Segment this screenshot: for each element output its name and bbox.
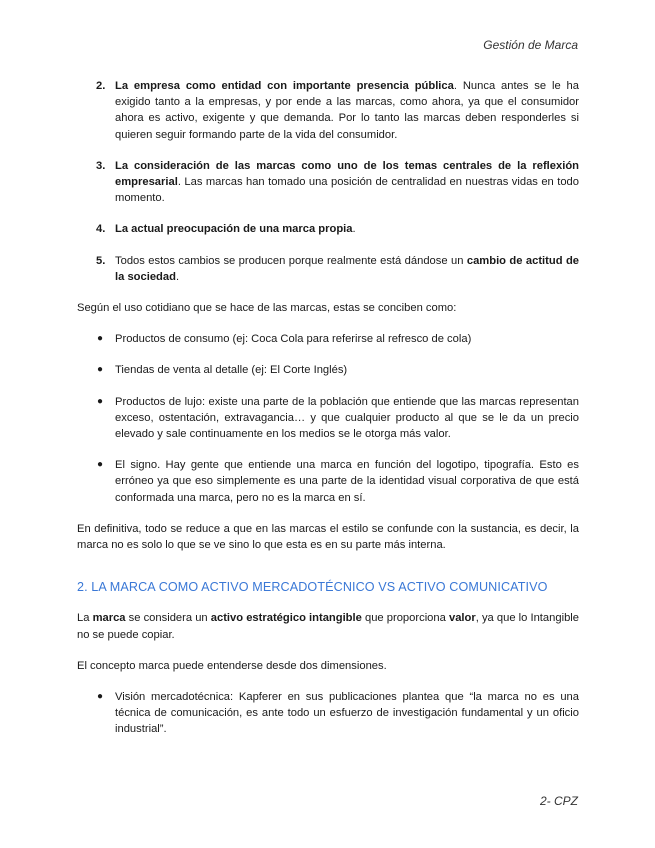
numbered-list xyxy=(77,78,579,285)
item-bold-text: La consideración de las marcas como uno de los temas centrales de la reflexión empresarial xyxy=(115,159,579,189)
list-item xyxy=(77,253,579,285)
item-bold-text: La actual preocupación de una marca propia xyxy=(115,223,353,236)
list-item: ● Visión mercadotécnica: Kapferer en sus publicaciones plantea que “la marca no es una técnica de comunicación, es ante todo un esfuerzo de investigación fundamental y un oficio industrial”. xyxy=(97,691,579,736)
item-text: . xyxy=(175,270,180,283)
list-item xyxy=(77,221,579,237)
bullet-icon: ● xyxy=(97,395,104,407)
item-text: . Las marcas han tomado una posición de centralidad en nuestras vidas en todo momento. xyxy=(115,176,579,205)
item-text-pre: Todos estos cambios se producen porque realmente está dándose un xyxy=(115,254,467,267)
list-item: ● Productos de lujo: existe una parte de la población que entiende que las marcas representan exceso, ostentación, extravagancia… y que cualquier producto al que se le da un precio elevado y sale continuamente en los medios se le otorga más valor. xyxy=(97,395,579,441)
item-bold-text: La empresa como entidad con importante presencia pública xyxy=(115,80,454,92)
list-item xyxy=(77,78,579,143)
bullet-icon: ● xyxy=(97,364,104,376)
bullet-list-uses xyxy=(77,331,579,506)
item-bold-text: cambio de actitud de la sociedad xyxy=(115,254,579,283)
item-text: . xyxy=(352,223,356,236)
page-content xyxy=(77,78,579,738)
list-item: ● Productos de consumo (ej: Coca Cola para referirse al refresco de cola) xyxy=(77,331,579,347)
page-footer: 2- CPZ xyxy=(539,794,578,808)
item-number: 5. xyxy=(96,254,106,267)
bullet-icon: ● xyxy=(97,333,104,345)
item-number: 4. xyxy=(96,223,106,236)
asset-paragraph: La marca se considera un activo estratégico intangible que proporciona valor, ya que lo Intangible no se puede copiar. xyxy=(77,612,579,641)
list-item: ● El signo. Hay gente que entiende una marca en función del logotipo, tipografía. Esto es erróneo ya que eso simplemente es una parte de la identidad visual corporativa de que está conformada una marca, pero no es la marca en sí. xyxy=(97,459,579,504)
item-number: 3. xyxy=(96,159,106,172)
item-number: 2. xyxy=(96,80,106,92)
conclusion-paragraph: En definitiva, todo se reduce a que en las marcas el estilo se confunde con la sustancia, es decir, la marca no es solo lo que se ve sino lo que esta es en su parte más interna. xyxy=(77,522,579,552)
intro-uses-paragraph: Según el uso cotidiano que se hace de las marcas, estas se conciben como: xyxy=(77,302,457,315)
bullet-icon: ● xyxy=(97,459,104,471)
bullet-list-dimensions xyxy=(77,689,579,738)
item-text: . Nunca antes se le ha exigido tanto a la empresas, y por ende a las marcas, como ahora, ya que el consumidor ahora es activo, exigente y que demanda. Por lo tanto las marcas deben responderles si quieren seguir formando parte de la vida del consumidor. xyxy=(115,80,579,141)
dimensions-paragraph: El concepto marca puede entenderse desde dos dimensiones. xyxy=(77,659,387,672)
bullet-icon: ● xyxy=(97,691,104,703)
section-heading: 2. LA MARCA COMO ACTIVO MERCADOTÉCNICO VS ACTIVO COMUNICATIVO xyxy=(77,580,548,595)
list-item: ● Tiendas de venta al detalle (ej: El Corte Inglés) xyxy=(77,362,579,378)
running-header: Gestión de Marca xyxy=(483,38,578,52)
list-item xyxy=(77,158,579,207)
